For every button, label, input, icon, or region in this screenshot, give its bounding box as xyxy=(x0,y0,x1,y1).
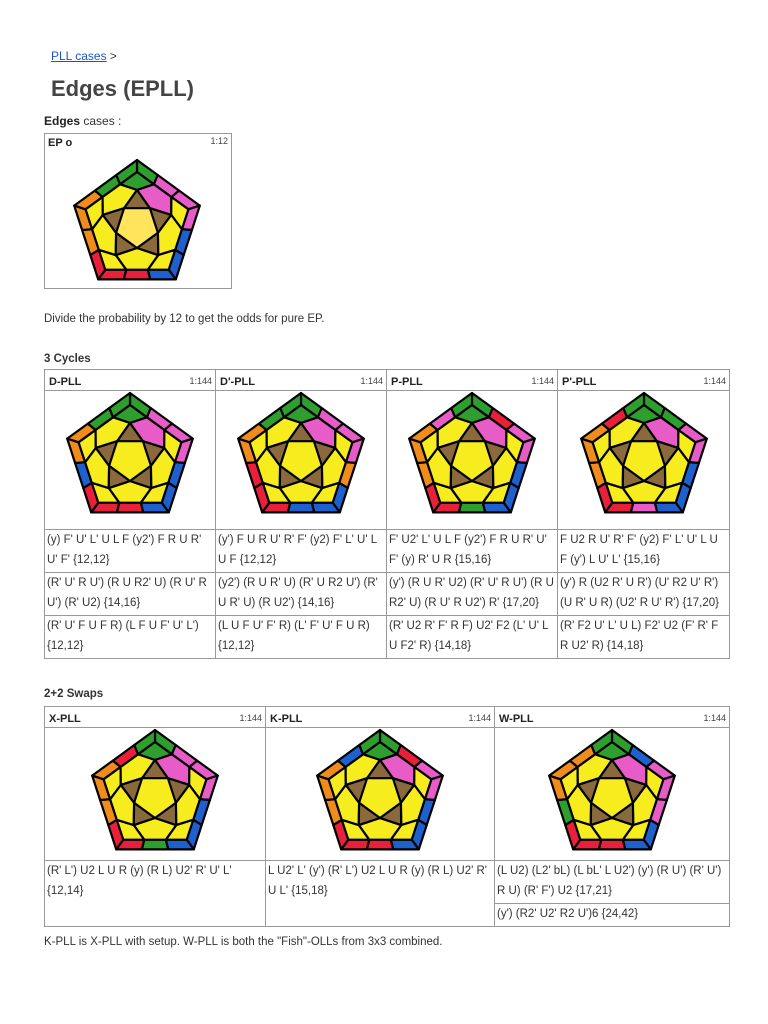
swaps-header-row xyxy=(45,707,730,728)
case-prob-d: 1:144 xyxy=(189,376,212,386)
megaminx-diagram-k xyxy=(310,728,450,858)
case-header-w xyxy=(495,707,730,728)
side-edge-sticker xyxy=(117,503,143,513)
case-name-dp: D'-PLL xyxy=(220,376,255,388)
intro-text xyxy=(44,114,121,128)
side-edge-sticker xyxy=(630,503,656,513)
algorithm-cell: (L U2) (L2' bL) (L bL' L U2') (y') (R U') (R' U') R U) (R' F') U2 {17,21} xyxy=(495,861,730,904)
algorithm-cell: (y') (R2' U2' R2 U')6 {24,42} xyxy=(495,904,730,927)
algorithm-cell: F U2 R U' R' F' (y2) F' L' U' L U F (y') L U' L' {15,16} xyxy=(558,530,730,573)
case-prob-pp: 1:144 xyxy=(703,376,726,386)
algorithm-cell: (R' L') U2 L U R (y) (R L) U2' R' U' L' {12,14} xyxy=(45,861,266,927)
case-image-k xyxy=(266,728,495,861)
case-image-w xyxy=(495,728,730,861)
case-image-d xyxy=(45,391,216,530)
case-prob-k: 1:144 xyxy=(468,713,491,723)
algorithm-cell: (y') F U R U' R' F' (y2) F' L' U' L U F {12,12} xyxy=(216,530,387,573)
megaminx-diagram-dp xyxy=(231,391,371,521)
section-heading-2-2-swaps: 2+2 Swaps xyxy=(44,688,104,700)
case-name-p: P-PLL xyxy=(391,376,423,388)
case-header-p xyxy=(387,370,558,391)
breadcrumb-link-pll-cases[interactable]: PLL cases xyxy=(51,49,107,63)
algorithm-cell: (R' F2 U' L' U L) F2' U2 (F' R' F R U2' R) {14,18} xyxy=(558,616,730,659)
section-heading-3-cycles: 3 Cycles xyxy=(44,353,91,365)
side-edge-sticker xyxy=(124,270,150,280)
side-edge-sticker xyxy=(142,840,168,850)
case-header-d xyxy=(45,370,216,391)
megaminx-diagram-x xyxy=(85,728,225,858)
algorithm-cell: F' U2' L' U L F (y2') F R U R' U' F' (y) R' U R {15,16} xyxy=(387,530,558,573)
algorithm-cell: (L U F U' F' R) (L' F' U' F U R) {12,12} xyxy=(216,616,387,659)
case-header-pp xyxy=(558,370,730,391)
swaps-table xyxy=(44,706,730,927)
cycles-header-row xyxy=(45,370,730,391)
side-edge-sticker xyxy=(367,840,393,850)
algorithm-cell: (y2') (R U R' U) (R' U R2 U') (R' U R' U) (R U2') {14,16} xyxy=(216,573,387,616)
side-edge-sticker xyxy=(599,840,625,850)
table-row xyxy=(45,530,730,573)
case-prob-w: 1:144 xyxy=(703,713,726,723)
side-edge-sticker xyxy=(288,503,314,513)
intro-bold: Edges xyxy=(44,114,81,128)
algorithm-cell: (y) F' U' L' U L F (y2') F R U R' U' F' {12,12} xyxy=(45,530,216,573)
cycles-table xyxy=(44,369,730,659)
case-name-d: D-PLL xyxy=(49,376,82,388)
algorithm-cell: (R' U2 R' F' R F) U2' F2 (L' U' L U F2' R) {14,18} xyxy=(387,616,558,659)
breadcrumb xyxy=(51,49,117,63)
case-prob-dp: 1:144 xyxy=(360,376,383,386)
algorithm-cell: L U2' L' (y') (R' L') U2 L U R (y) (R L) U2' R' U L' {15,18} xyxy=(266,861,495,927)
case-image-x xyxy=(45,728,266,861)
algorithm-cell: (y') (R U R' U2) (R' U' R U') (R U R2' U) (R U' R U2') R' {17,20} xyxy=(387,573,558,616)
megaminx-diagram-ep xyxy=(67,156,207,288)
algorithm-cell: (R' U' F U F R) (L F U F' U' L') {12,12} xyxy=(45,616,216,659)
case-image-p xyxy=(387,391,558,530)
case-name-ep: EP o xyxy=(48,137,73,149)
footer-note: K-PLL is X-PLL with setup. W-PLL is both the "Fish"-OLLs from 3x3 combined. xyxy=(44,936,443,948)
case-prob-ep: 1:12 xyxy=(210,136,228,146)
swaps-image-row xyxy=(45,728,730,861)
table-row xyxy=(45,616,730,659)
case-name-pp: P'-PLL xyxy=(562,376,597,388)
megaminx-diagram-p xyxy=(402,391,542,521)
case-header-k xyxy=(266,707,495,728)
algorithm-cell: (y') R (U2 R' U R') (U' R2 U' R') (U R' U R) (U2' R U' R') {17,20} xyxy=(558,573,730,616)
ep-case-box xyxy=(44,133,232,289)
page-title: Edges (EPLL) xyxy=(51,76,195,101)
intro-rest: cases : xyxy=(80,114,122,128)
megaminx-diagram-w xyxy=(542,728,682,858)
case-name-w: W-PLL xyxy=(499,713,534,725)
algorithm-cell: (R' U' R U') (R U R2' U) (R U' R U') (R' U2) {14,16} xyxy=(45,573,216,616)
megaminx-diagram-d xyxy=(60,391,200,521)
table-row xyxy=(45,573,730,616)
case-prob-x: 1:144 xyxy=(239,713,262,723)
case-name-k: K-PLL xyxy=(270,713,303,725)
table-row xyxy=(45,861,730,904)
cycles-image-row xyxy=(45,391,730,530)
case-prob-p: 1:144 xyxy=(531,376,554,386)
case-image-dp xyxy=(216,391,387,530)
case-header-x xyxy=(45,707,266,728)
case-header-dp xyxy=(216,370,387,391)
case-name-x: X-PLL xyxy=(49,713,81,725)
breadcrumb-separator: > xyxy=(106,49,117,63)
case-image-pp xyxy=(558,391,730,530)
megaminx-diagram-pp xyxy=(574,391,714,521)
side-edge-sticker xyxy=(459,503,485,513)
ep-note: Divide the probability by 12 to get the odds for pure EP. xyxy=(44,313,325,325)
